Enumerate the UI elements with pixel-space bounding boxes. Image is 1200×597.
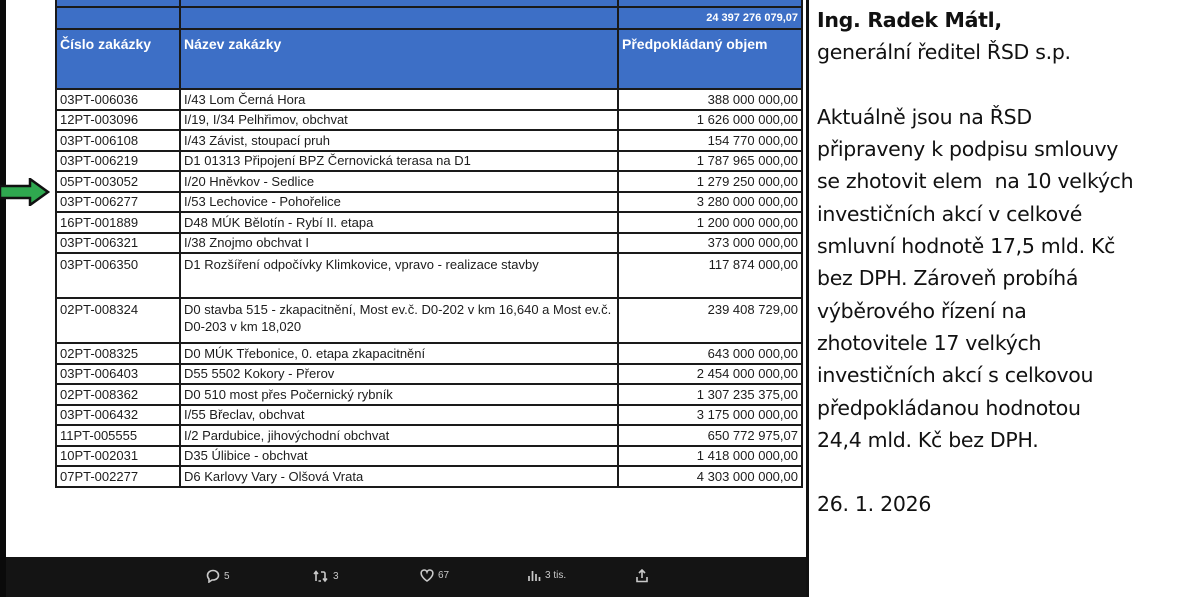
cell-value: 1 279 250 000,00 xyxy=(618,171,802,192)
cell-id: 03PT-006432 xyxy=(56,405,180,426)
cell-id: 02PT-008325 xyxy=(56,343,180,364)
share-icon xyxy=(635,569,649,583)
share-button[interactable] xyxy=(635,569,649,583)
cell-value: 643 000 000,00 xyxy=(618,343,802,364)
cell-value: 4 303 000 000,00 xyxy=(618,466,802,487)
repost-button[interactable] xyxy=(313,569,339,583)
cell-name: D48 MÚK Bělotín - Rybí II. etapa xyxy=(180,212,618,233)
cell-value: 2 454 000 000,00 xyxy=(618,364,802,385)
statement-line: investičních akcí v celkové xyxy=(817,201,1083,226)
contracts-table xyxy=(55,0,803,488)
cell-id: 03PT-006277 xyxy=(56,192,180,213)
cell-name: D0 510 most přes Počernický rybník xyxy=(180,384,618,405)
header-order-number: Číslo zakázky xyxy=(56,29,180,89)
cell-name: D1 Rozšíření odpočívky Klimkovice, vpravo - realizace stavby xyxy=(180,253,618,298)
cell-id: 02PT-008362 xyxy=(56,384,180,405)
cell-id: 03PT-006219 xyxy=(56,151,180,172)
table-row-highlighted xyxy=(56,171,802,192)
table-row xyxy=(56,425,802,446)
like-count: 67 xyxy=(438,570,450,581)
total-value: 24 397 276 079,07 xyxy=(618,7,802,29)
reply-button[interactable] xyxy=(206,569,230,583)
cell-id: 03PT-006403 xyxy=(56,364,180,385)
statement-panel xyxy=(806,0,1200,597)
cell-name: D6 Karlovy Vary - Olšová Vrata xyxy=(180,466,618,487)
statement-line: zhotovitele 17 velkých xyxy=(817,330,1042,355)
statement-text xyxy=(817,4,1200,521)
table-row xyxy=(56,405,802,426)
cell-value: 1 418 000 000,00 xyxy=(618,446,802,467)
header-order-name: Název zakázky xyxy=(180,29,618,89)
table-header-row xyxy=(56,29,802,89)
cell-value: 3 280 000 000,00 xyxy=(618,192,802,213)
table-row xyxy=(56,343,802,364)
cell-name: I/19, I/34 Pelhřimov, obchvat xyxy=(180,110,618,131)
statement-line: se zhotovit elem na 10 velkých xyxy=(817,169,1134,194)
table-total-row xyxy=(56,7,802,29)
table-row xyxy=(56,192,802,213)
table-row xyxy=(56,384,802,405)
cell-value: 1 200 000 000,00 xyxy=(618,212,802,233)
statement-line: předpokládanou hodnotou xyxy=(817,395,1081,420)
cell-id: 11PT-005555 xyxy=(56,425,180,446)
views-chart-icon xyxy=(527,569,541,582)
cell-name: D35 Úlibice - obchvat xyxy=(180,446,618,467)
green-arrow-icon xyxy=(0,178,50,206)
cell-value: 1 626 000 000,00 xyxy=(618,110,802,131)
cell-name: D1 01313 Připojení BPZ Černovická terasa na D1 xyxy=(180,151,618,172)
cell-id: 03PT-006350 xyxy=(56,253,180,298)
spacer xyxy=(817,69,1200,101)
statement-line: výběrového řízení na xyxy=(817,298,1027,323)
table-top-band xyxy=(56,0,802,7)
table-row xyxy=(56,110,802,131)
table-row xyxy=(56,298,802,343)
cell-value: 239 408 729,00 xyxy=(618,298,802,343)
cell-id: 12PT-003096 xyxy=(56,110,180,131)
spacer xyxy=(817,456,1200,488)
repost-icon xyxy=(313,569,329,583)
table-row xyxy=(56,253,802,298)
cell-name: D0 stavba 515 - zkapacitnění, Most ev.č. D0-202 v km 16,640 a Most ev.č. D0-203 v km 18,020 xyxy=(180,298,618,343)
cell-value: 3 175 000 000,00 xyxy=(618,405,802,426)
cell-id: 10PT-002031 xyxy=(56,446,180,467)
table-row xyxy=(56,233,802,254)
statement-line: 24,4 mld. Kč bez DPH. xyxy=(817,427,1039,452)
cell-value: 388 000 000,00 xyxy=(618,89,802,110)
table-row xyxy=(56,130,802,151)
views-button[interactable] xyxy=(527,569,566,582)
cell-name: I/2 Pardubice, jihovýchodní obchvat xyxy=(180,425,618,446)
cell-name: I/38 Znojmo obchvat I xyxy=(180,233,618,254)
cell-name: I/43 Závist, stoupací pruh xyxy=(180,130,618,151)
statement-line: investičních akcí s celkovou xyxy=(817,363,1094,388)
cell-id: 16PT-001889 xyxy=(56,212,180,233)
cell-name: I/43 Lom Černá Hora xyxy=(180,89,618,110)
cell-value: 154 770 000,00 xyxy=(618,130,802,151)
table-row xyxy=(56,212,802,233)
header-expected-volume: Předpokládaný objem xyxy=(618,29,802,89)
cell-id: 07PT-002277 xyxy=(56,466,180,487)
table-row xyxy=(56,446,802,467)
cell-id: 03PT-006321 xyxy=(56,233,180,254)
speaker-role: generální ředitel ŘSD s.p. xyxy=(817,40,1071,65)
tweet-action-bar xyxy=(0,557,806,597)
reply-count: 5 xyxy=(224,570,230,582)
cell-value: 117 874 000,00 xyxy=(618,253,802,298)
cell-name: I/55 Břeclav, obchvat xyxy=(180,405,618,426)
table-row xyxy=(56,151,802,172)
reply-icon xyxy=(206,569,220,583)
cell-id: 05PT-003052 xyxy=(56,171,180,192)
table-row xyxy=(56,466,802,487)
cell-id: 03PT-006036 xyxy=(56,89,180,110)
cell-name: I/20 Hněvkov - Sedlice xyxy=(180,171,618,192)
cell-name: I/53 Lechovice - Pohořelice xyxy=(180,192,618,213)
views-count: 3 tis. xyxy=(545,570,567,581)
cell-value: 1 307 235 375,00 xyxy=(618,384,802,405)
cell-value: 373 000 000,00 xyxy=(618,233,802,254)
statement-line: připraveny k podpisu smlouvy xyxy=(817,137,1119,162)
repost-count: 3 xyxy=(333,570,339,582)
heart-icon xyxy=(420,569,434,582)
cell-name: D0 MÚK Třebonice, 0. etapa zkapacitnění xyxy=(180,343,618,364)
cell-name: D55 5502 Kokory - Přerov xyxy=(180,364,618,385)
cell-value: 1 787 965 000,00 xyxy=(618,151,802,172)
cell-id: 03PT-006108 xyxy=(56,130,180,151)
statement-line: Aktuálně jsou na ŘSD xyxy=(817,104,1032,129)
cell-id: 02PT-008324 xyxy=(56,298,180,343)
speaker-name: Ing. Radek Mátl, xyxy=(817,8,1002,32)
cell-value: 650 772 975,07 xyxy=(618,425,802,446)
like-button[interactable] xyxy=(420,569,449,582)
statement-line: smluvní hodnotě 17,5 mld. Kč xyxy=(817,234,1116,259)
statement-date: 26. 1. 2026 xyxy=(817,492,932,517)
statement-line: bez DPH. Zároveň probíhá xyxy=(817,266,1079,291)
table-row xyxy=(56,89,802,110)
table-row xyxy=(56,364,802,385)
